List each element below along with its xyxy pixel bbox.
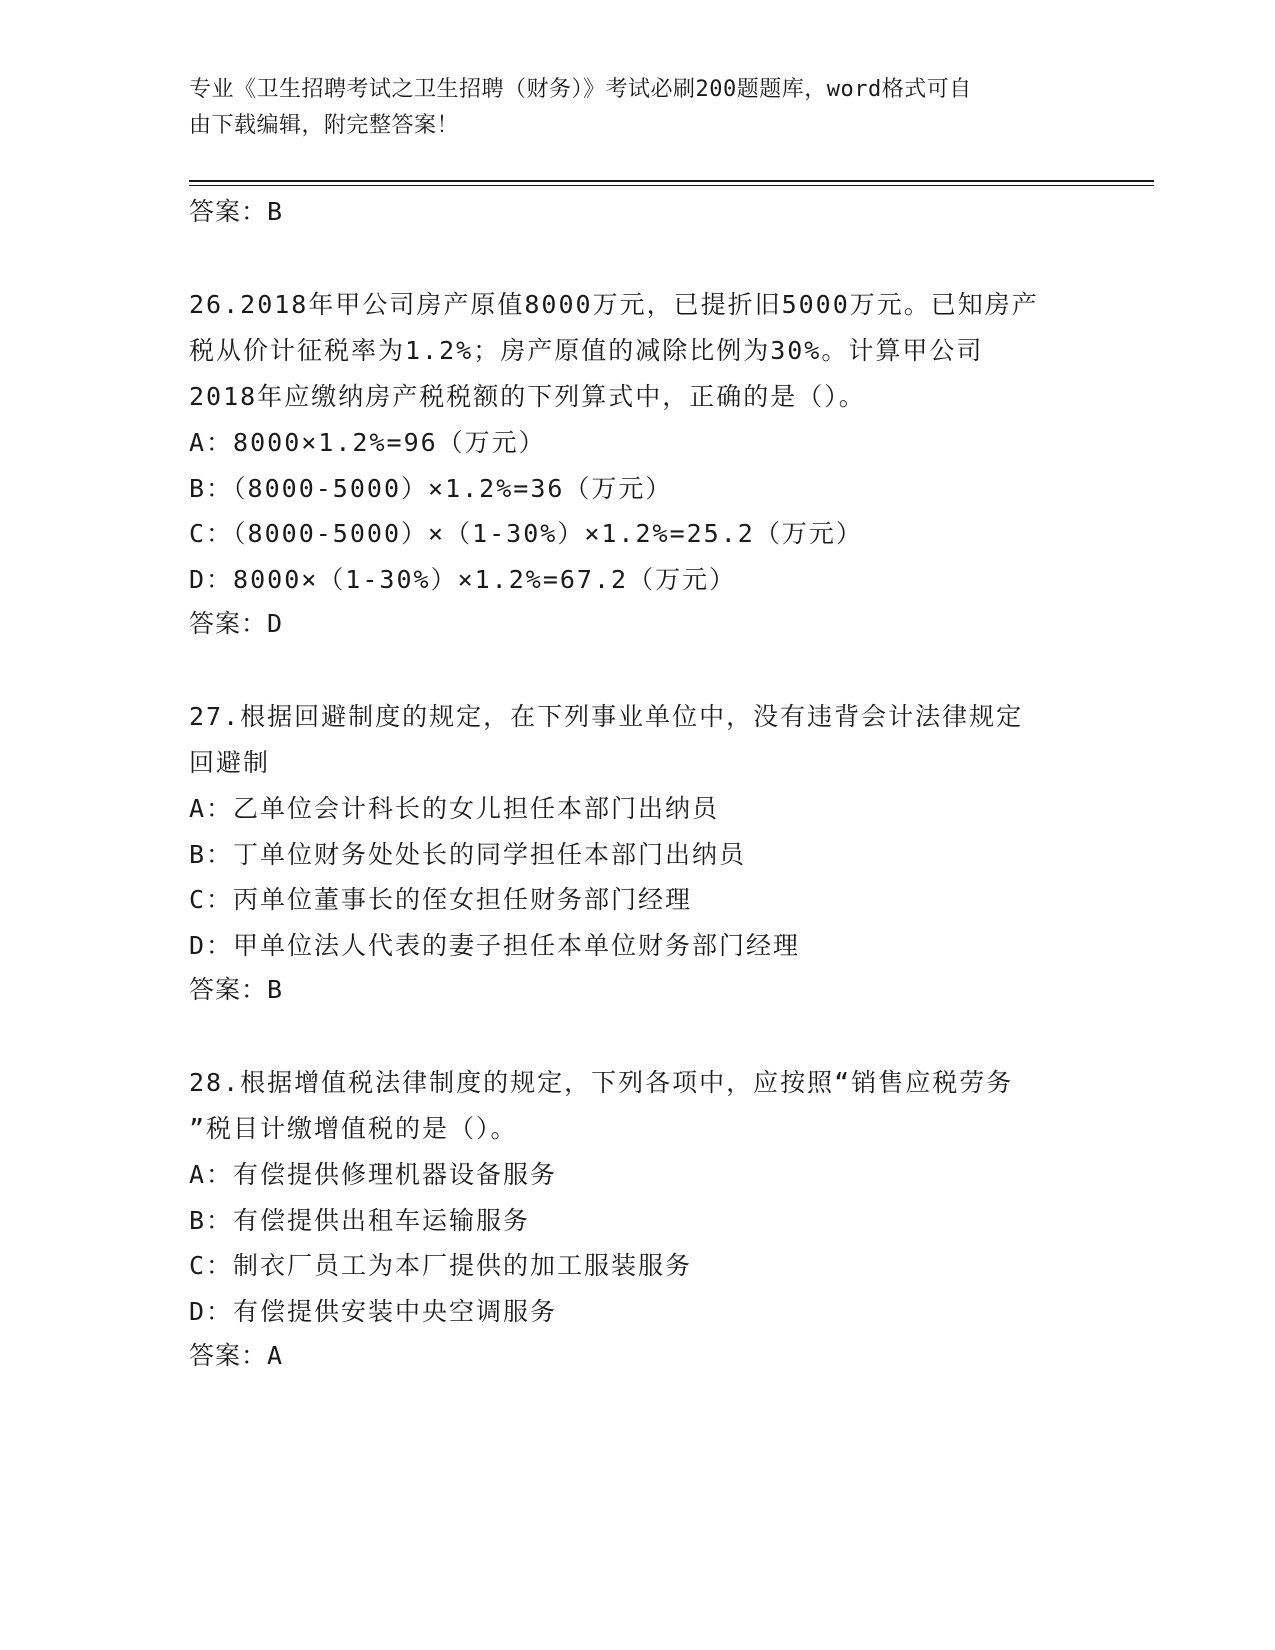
option-a: A：有偿提供修理机器设备服务 bbox=[189, 1160, 558, 1189]
question-stem bbox=[189, 694, 1089, 786]
question-list bbox=[189, 190, 1089, 1378]
question-stem bbox=[189, 282, 1089, 420]
stem-line: ”税目计缴增值税的是（）。 bbox=[189, 1114, 518, 1143]
header-line-1: 专业《卫生招聘考试之卫生招聘（财务）》考试必刷200题题库，word格式可自 bbox=[189, 77, 972, 102]
answer-line: 答案：D bbox=[189, 609, 284, 638]
option-d: D：甲单位法人代表的妻子担任本单位财务部门经理 bbox=[189, 930, 801, 960]
option-c: C：制衣厂员工为本厂提供的加工服装服务 bbox=[189, 1251, 693, 1280]
stem-line: 28.根据增值税法律制度的规定，下列各项中，应按照“销售应税劳务 bbox=[189, 1068, 1014, 1097]
option-a: A：8000×1.2%=96（万元） bbox=[189, 428, 546, 457]
header-rule-thin bbox=[189, 185, 1154, 186]
option-c: C：丙单位董事长的侄女担任财务部门经理 bbox=[189, 885, 693, 914]
option-d: D：有偿提供安装中央空调服务 bbox=[189, 1296, 558, 1326]
question-26 bbox=[189, 282, 1089, 646]
header-rule-thick bbox=[189, 180, 1154, 182]
document-header bbox=[189, 72, 1089, 144]
option-b: B：有偿提供出租车运输服务 bbox=[189, 1205, 531, 1235]
spacer bbox=[189, 646, 1089, 694]
stem-line: 2018年应缴纳房产税税额的下列算式中，正确的是（）。 bbox=[189, 382, 866, 411]
spacer bbox=[189, 234, 1089, 282]
option-b: B：丁单位财务处处长的同学担任本部门出纳员 bbox=[189, 839, 747, 869]
question-27 bbox=[189, 694, 1089, 1012]
stem-line: 27.根据回避制度的规定，在下列事业单位中，没有违背会计法律规定 bbox=[189, 702, 1024, 731]
header-line-2: 由下载编辑，附完整答案！ bbox=[189, 113, 460, 138]
answer-line: 答案：B bbox=[189, 975, 284, 1004]
question-28 bbox=[189, 1060, 1089, 1378]
answer-line: 答案：A bbox=[189, 1341, 284, 1370]
stem-line: 回避制 bbox=[189, 748, 271, 777]
stem-line: 26.2018年甲公司房产原值8000万元，已提折旧5000万元。已知房产 bbox=[189, 290, 1039, 319]
question-stem bbox=[189, 1060, 1089, 1152]
option-c: C：（8000-5000）×（1-30%）×1.2%=25.2（万元） bbox=[189, 519, 863, 548]
option-a: A：乙单位会计科长的女儿担任本部门出纳员 bbox=[189, 794, 720, 823]
answer-line: 答案：B bbox=[189, 197, 284, 226]
spacer bbox=[189, 1012, 1089, 1060]
option-d: D：8000×（1-30%）×1.2%=67.2（万元） bbox=[189, 564, 737, 594]
stem-line: 税从价计征税率为1.2%；房产原值的减除比例为30%。计算甲公司 bbox=[189, 336, 984, 365]
option-b: B：（8000-5000）×1.2%=36（万元） bbox=[189, 473, 673, 503]
